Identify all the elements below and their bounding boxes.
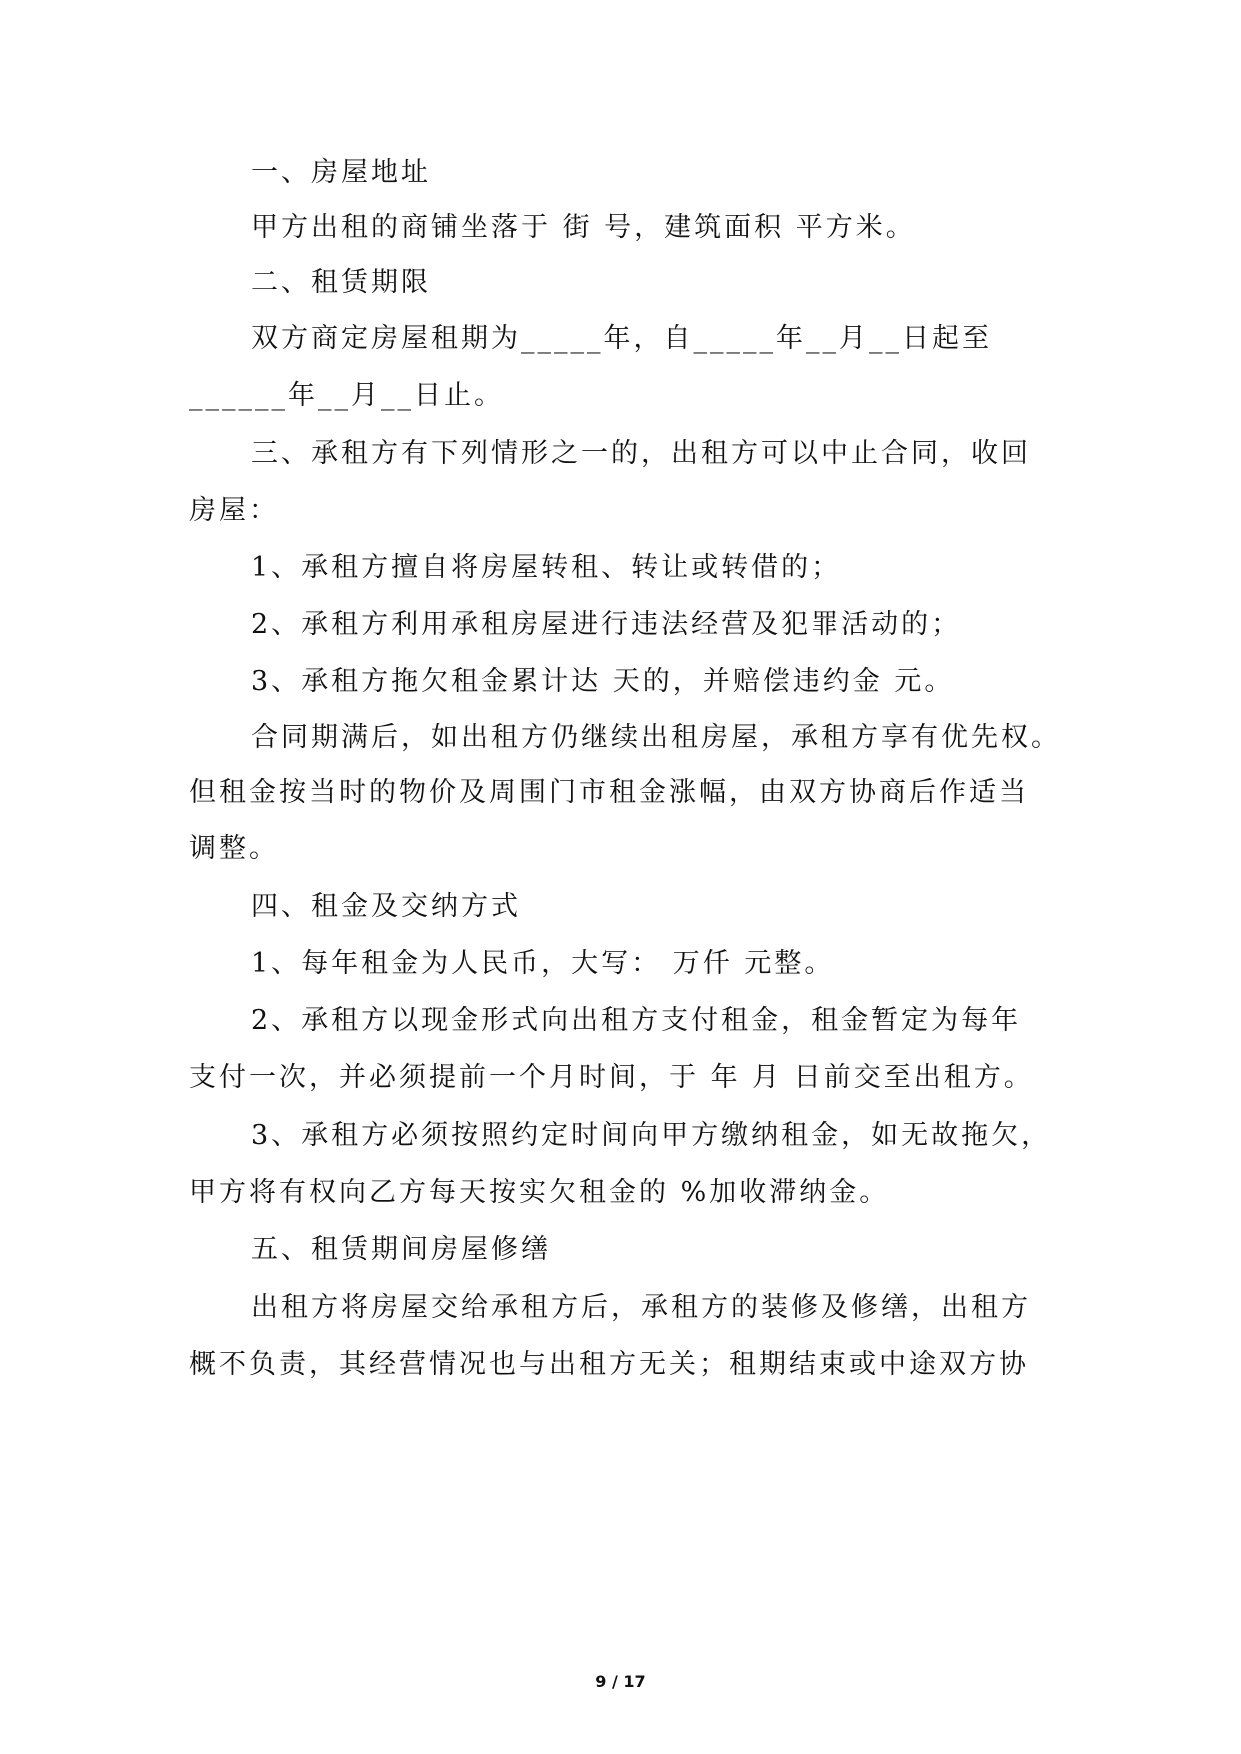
- list-item: 3、承租方拖欠租金累计达 天的，并赔偿违约金 元。: [251, 666, 955, 697]
- paragraph-line: 概不负责，其经营情况也与出租方无关；租期结束或中途双方协: [189, 1349, 1029, 1380]
- paragraph-line: 甲方将有权向乙方每天按实欠租金的 %加收滞纳金。: [189, 1177, 890, 1208]
- paragraph-line: 甲方出租的商铺坐落于 街 号，建筑面积 平方米。: [251, 212, 916, 243]
- list-item: 2、承租方以现金形式向出租方支付租金，租金暂定为每年: [251, 1005, 1022, 1036]
- list-item: 3、承租方必须按照约定时间向甲方缴纳租金，如无故拖欠，: [251, 1120, 1052, 1151]
- heading-house-address: 一、房屋地址: [251, 157, 431, 188]
- paragraph-line: 合同期满后，如出租方仍继续出租房屋，承租方享有优先权。: [251, 722, 1061, 753]
- list-item: 1、每年租金为人民币，大写： 万仟 元整。: [251, 948, 835, 979]
- list-item: 1、承租方擅自将房屋转租、转让或转借的；: [251, 552, 842, 583]
- heading-lease-term: 二、租赁期限: [251, 267, 431, 298]
- paragraph-line: ______年__月__日止。: [189, 380, 504, 411]
- paragraph-line: 但租金按当时的物价及周围门市租金涨幅，由双方协商后作适当: [189, 777, 1029, 808]
- paragraph-line: 出租方将房屋交给承租方后，承租方的装修及修缮，出租方: [251, 1292, 1031, 1323]
- page-number: 9 / 17: [595, 1672, 646, 1691]
- paragraph-line: 房屋：: [189, 495, 279, 526]
- heading-termination: 三、承租方有下列情形之一的，出租方可以中止合同，收回: [251, 438, 1031, 469]
- heading-rent-payment: 四、租金及交纳方式: [251, 891, 521, 922]
- paragraph-line: 双方商定房屋租期为_____年，自_____年__月__日起至: [251, 323, 992, 354]
- paragraph-line: 调整。: [189, 833, 279, 864]
- paragraph-line: 支付一次，并必须提前一个月时间，于 年 月 日前交至出租方。: [189, 1062, 1034, 1093]
- list-item: 2、承租方利用承租房屋进行违法经营及犯罪活动的；: [251, 609, 962, 640]
- heading-repairs: 五、租赁期间房屋修缮: [251, 1234, 551, 1265]
